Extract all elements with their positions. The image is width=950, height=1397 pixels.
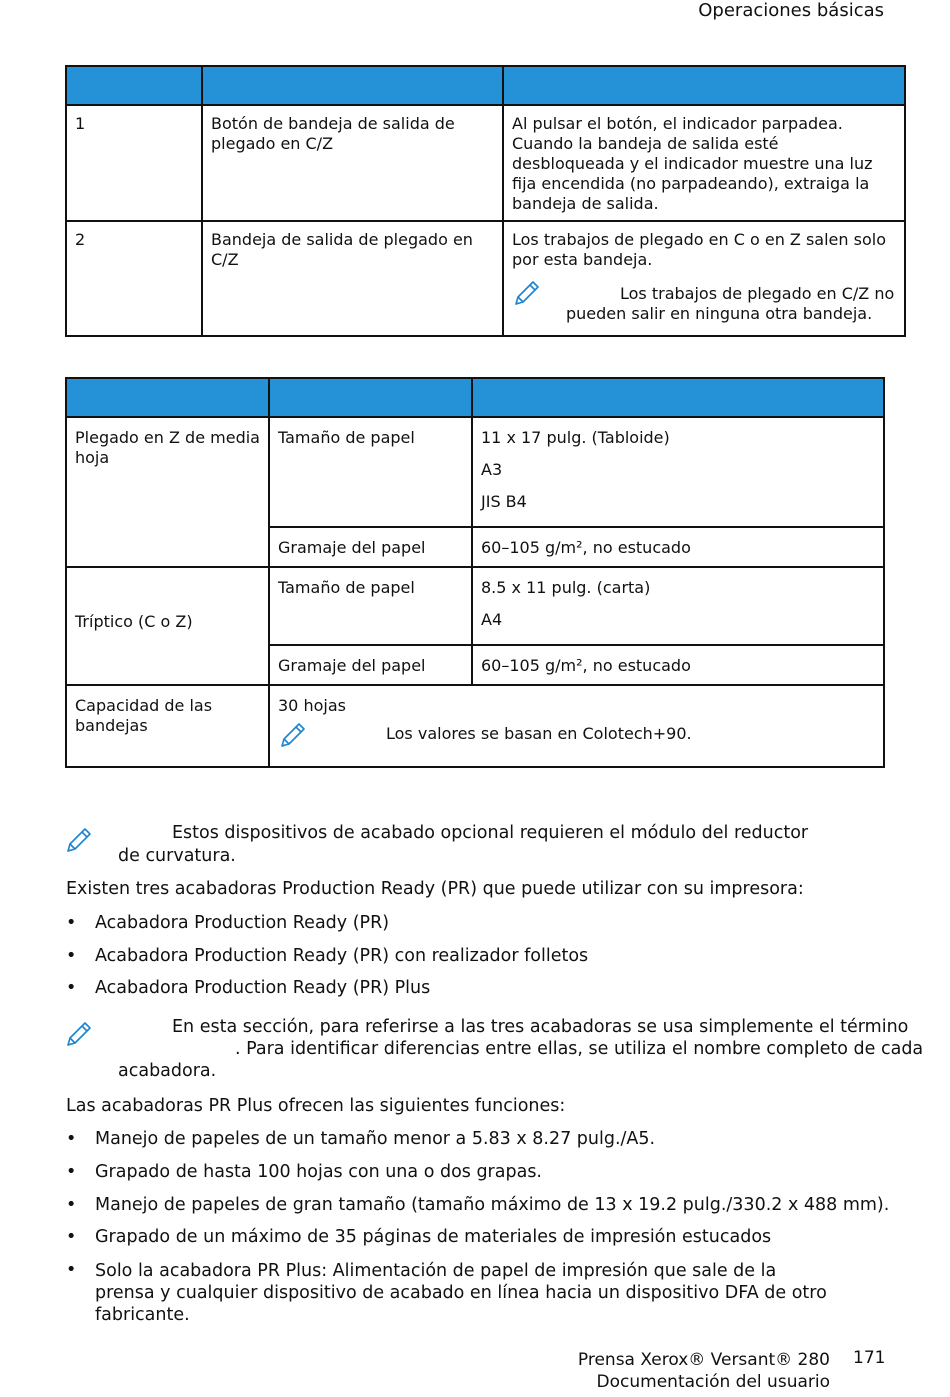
list-item: Manejo de papeles de un tamaño menor a 5.83 x 8.27 pulg./A5.: [95, 1129, 656, 1149]
table-row: [66, 685, 884, 767]
bullet: •: [66, 1162, 77, 1182]
note-pencil-icon: [64, 1019, 94, 1049]
table-row: [66, 417, 884, 527]
table-header-cell: [503, 66, 905, 105]
paper-size: A4: [481, 610, 503, 629]
spec-label: Tamaño de papel: [278, 428, 415, 447]
table-header-row: [66, 378, 884, 417]
capacity-label: Capacidad de las bandejas: [75, 696, 213, 735]
table-row: [66, 567, 884, 645]
item-number: 2: [75, 230, 86, 249]
note: [270, 724, 883, 760]
item-description: Los trabajos de plegado en C o en Z salen solo por esta bandeja.: [512, 230, 886, 269]
bullet: •: [66, 946, 77, 966]
fold-type-label: Plegado en Z de media hoja: [75, 428, 260, 467]
note-pencil-icon: [278, 720, 308, 750]
item-name: Botón de bandeja de salida de plegado en C/Z: [211, 114, 455, 153]
table-header-cell: [66, 378, 269, 417]
bullet: •: [66, 1260, 77, 1280]
bullet: •: [66, 913, 77, 933]
note: [504, 276, 904, 324]
note-text: Los valores se basan en Colotech+90.: [386, 724, 692, 743]
intro-paragraph: Existen tres acabadoras Production Ready (PR) que puede utilizar con su impresora:: [66, 879, 804, 899]
note-pencil-icon: [512, 278, 542, 308]
table-header-cell: [472, 378, 884, 417]
note-text: . Para identificar diferencias entre ellas, se utiliza el nombre completo de cada: [235, 1039, 924, 1059]
bullet: •: [66, 1195, 77, 1215]
paper-weight: 60–105 g/m², no estucado: [481, 538, 691, 557]
paper-size: 8.5 x 11 pulg. (carta): [481, 578, 651, 597]
paper-weight: 60–105 g/m², no estucado: [481, 656, 691, 675]
list-item: Grapado de un máximo de 35 páginas de materiales de impresión estucados: [95, 1227, 772, 1247]
footer-doc-name: Documentación del usuario: [596, 1372, 830, 1392]
tray-controls-table: [65, 65, 906, 337]
table-header-cell: [66, 66, 202, 105]
note-text: Los trabajos de plegado en C/Z no pueden salir en ninguna otra bandeja.: [566, 284, 895, 323]
item-number: 1: [75, 114, 86, 133]
table-header-row: [66, 66, 905, 105]
list-item: Solo la acabadora PR Plus: Alimentación de papel de impresión que sale de la prensa y cualquier dispositivo de acabado en línea hacia un dispositivo DFA de otro fabricante.: [95, 1261, 827, 1325]
spec-label: Gramaje del papel: [278, 656, 426, 675]
spec-label: Tamaño de papel: [278, 578, 415, 597]
intro-paragraph: Las acabadoras PR Plus ofrecen las siguientes funciones:: [66, 1096, 566, 1116]
list-item: Acabadora Production Ready (PR): [95, 913, 390, 933]
footer-product-name: Prensa Xerox® Versant® 280: [577, 1350, 830, 1370]
list-item: Acabadora Production Ready (PR) Plus: [95, 978, 431, 998]
paper-size: 11 x 17 pulg. (Tabloide): [481, 428, 670, 447]
paper-size: JIS B4: [481, 492, 527, 511]
table-row: [66, 221, 905, 336]
bullet: •: [66, 1227, 77, 1247]
item-description: Al pulsar el botón, el indicador parpadea. Cuando la bandeja de salida esté desbloqueada y el indicador muestre una luz fija encendida (no parpadeando), extraiga la bandeja de salida.: [512, 114, 873, 213]
bullet: •: [66, 978, 77, 998]
table-header-cell: [269, 378, 472, 417]
fold-specs-table: [65, 377, 885, 768]
note-text: En esta sección, para referirse a las tres acabadoras se usa simplemente el término: [172, 1017, 909, 1037]
footer-product: [578, 1349, 830, 1393]
page-number: 171: [853, 1348, 886, 1368]
note-text: Estos dispositivos de acabado opcional requieren el módulo del reductor de curvatura.: [118, 823, 809, 866]
list-item: Acabadora Production Ready (PR) con realizador folletos: [95, 946, 589, 966]
list-item: Grapado de hasta 100 hojas con una o dos grapas.: [95, 1162, 542, 1182]
bullet: •: [66, 1129, 77, 1149]
fold-type-label: Tríptico (C o Z): [75, 612, 193, 631]
table-row: [66, 105, 905, 221]
note-text: acabadora.: [118, 1061, 217, 1081]
page-header-title: Operaciones básicas: [698, 0, 884, 21]
table-header-cell: [202, 66, 503, 105]
item-name: Bandeja de salida de plegado en C/Z: [211, 230, 473, 269]
note-pencil-icon: [64, 825, 94, 855]
capacity-value: 30 hojas: [278, 696, 346, 715]
list-item: Manejo de papeles de gran tamaño (tamaño máximo de 13 x 19.2 pulg./330.2 x 488 mm).: [95, 1195, 890, 1215]
spec-label: Gramaje del papel: [278, 538, 426, 557]
paper-size: A3: [481, 460, 503, 479]
